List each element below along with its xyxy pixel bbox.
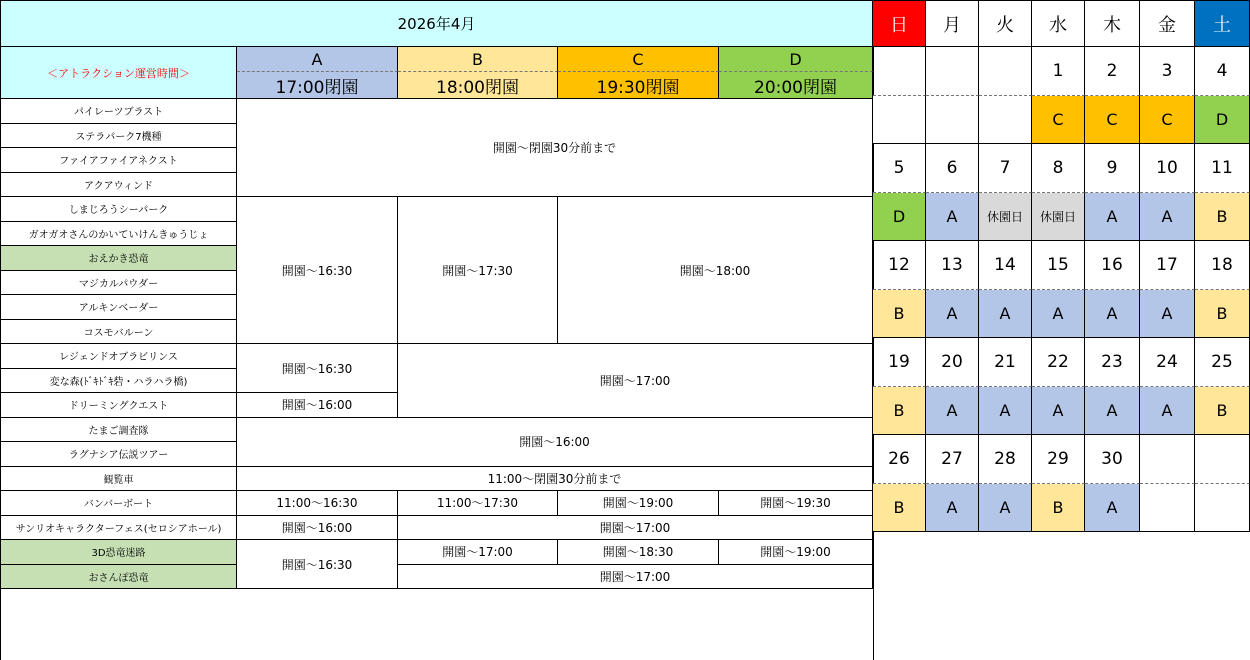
attraction-name: 観覧車: [0, 467, 237, 492]
calendar-day-number: 18: [1195, 241, 1250, 290]
attraction-name: パイレーツブラスト: [0, 99, 237, 124]
calendar-day-number: 1: [1032, 47, 1085, 96]
attraction-name: 3D恐竜迷路: [0, 540, 237, 565]
operating-hours-cell: 開園～16:30: [237, 344, 398, 393]
attraction-name: ガオガオさんのかいていけんきゅうじょ: [0, 222, 237, 247]
attraction-name: ファイアファイアネクスト: [0, 148, 237, 173]
calendar-day-pattern: B: [873, 484, 926, 533]
calendar-day-pattern: A: [1032, 387, 1085, 436]
calendar-day-pattern: A: [1085, 193, 1140, 242]
calendar-day-pattern: [1140, 484, 1195, 533]
pattern-close-time-B: 18:00閉園: [398, 72, 558, 99]
operating-hours-cell: 開園～17:00: [398, 540, 558, 565]
pattern-close-time-D: 20:00閉園: [719, 72, 873, 99]
calendar-day-number: 9: [1085, 144, 1140, 193]
calendar-day-number: 19: [873, 338, 926, 387]
calendar-day-number: 5: [873, 144, 926, 193]
weekday-header: 水: [1032, 0, 1085, 47]
calendar-day-pattern: B: [873, 387, 926, 436]
attraction-name: おえかき恐竜: [0, 246, 237, 271]
attraction-name: レジェンドオブラビリンス: [0, 344, 237, 369]
weekday-header: 木: [1085, 0, 1140, 47]
calendar-day-number: 12: [873, 241, 926, 290]
operating-hours-cell: 開園～19:00: [558, 491, 719, 516]
calendar-day-pattern: [873, 96, 926, 145]
attraction-name: バンバーボート: [0, 491, 237, 516]
calendar-day-pattern: A: [1140, 193, 1195, 242]
calendar-day-number: 25: [1195, 338, 1250, 387]
calendar-day-number: 13: [926, 241, 979, 290]
calendar-day-pattern: A: [979, 387, 1032, 436]
operating-hours-cell: 開園～閉園30分前まで: [237, 99, 873, 197]
weekday-header: 月: [926, 0, 979, 47]
operating-hours-cell: 開園～17:00: [398, 344, 873, 418]
calendar-day-number: [1195, 435, 1250, 484]
weekday-header: 金: [1140, 0, 1195, 47]
weekday-header: 土: [1195, 0, 1250, 47]
operating-hours-cell: 開園～16:00: [237, 516, 398, 541]
attraction-name: ドリーミングクエスト: [0, 393, 237, 418]
calendar-day-pattern: C: [1140, 96, 1195, 145]
attraction-name: コスモバルーン: [0, 320, 237, 345]
pattern-letter-B: B: [398, 47, 558, 72]
calendar-day-number: 15: [1032, 241, 1085, 290]
pattern-letter-C: C: [558, 47, 719, 72]
calendar-day-pattern: [979, 96, 1032, 145]
attraction-name: おさんぽ恐竜: [0, 565, 237, 590]
operating-hours-cell: 開園～17:00: [398, 565, 873, 590]
operating-hours-cell: 開園～18:00: [558, 197, 873, 344]
calendar-day-number: 26: [873, 435, 926, 484]
calendar-day-number: 22: [1032, 338, 1085, 387]
operating-hours-cell: 開園～16:30: [237, 540, 398, 589]
calendar-day-number: 28: [979, 435, 1032, 484]
calendar-day-number: [1140, 435, 1195, 484]
calendar-day-number: 7: [979, 144, 1032, 193]
month-title: 2026年4月: [0, 0, 873, 47]
calendar-day-number: 27: [926, 435, 979, 484]
calendar-day-number: [873, 47, 926, 96]
calendar-day-pattern: B: [1195, 387, 1250, 436]
operating-hours-cell: 開園～17:30: [398, 197, 558, 344]
calendar-day-pattern: A: [1085, 290, 1140, 339]
calendar-day-pattern: B: [1195, 290, 1250, 339]
weekday-header: 火: [979, 0, 1032, 47]
attraction-name: しまじろうシーパーク: [0, 197, 237, 222]
calendar-day-number: 29: [1032, 435, 1085, 484]
calendar-day-pattern: D: [1195, 96, 1250, 145]
calendar-day-number: 17: [1140, 241, 1195, 290]
calendar-day-number: 23: [1085, 338, 1140, 387]
operating-hours-cell: 11:00～17:30: [398, 491, 558, 516]
calendar-day-number: 3: [1140, 47, 1195, 96]
calendar-day-pattern: A: [926, 193, 979, 242]
calendar-day-pattern: [926, 96, 979, 145]
calendar-day-pattern: A: [926, 484, 979, 533]
operating-hours-cell: 開園～17:00: [398, 516, 873, 541]
calendar-day-number: [979, 47, 1032, 96]
operating-hours-cell: 開園～16:30: [237, 197, 398, 344]
calendar-day-pattern: B: [873, 290, 926, 339]
calendar-day-pattern: A: [926, 290, 979, 339]
pattern-letter-D: D: [719, 47, 873, 72]
calendar-day-pattern: A: [1140, 387, 1195, 436]
calendar-day-pattern: A: [1032, 290, 1085, 339]
calendar-day-number: 8: [1032, 144, 1085, 193]
calendar-day-pattern: A: [979, 290, 1032, 339]
calendar-day-pattern: A: [979, 484, 1032, 533]
calendar-day-pattern: C: [1032, 96, 1085, 145]
calendar-day-pattern: 休園日: [1032, 193, 1085, 242]
attraction-name: アルキンベーダー: [0, 295, 237, 320]
attraction-name: ステラパーク7機種: [0, 124, 237, 149]
attraction-name: アクアウィンド: [0, 173, 237, 198]
attraction-name: マジカルパウダー: [0, 271, 237, 296]
operating-hours-cell: 開園～19:30: [719, 491, 873, 516]
calendar-day-number: 10: [1140, 144, 1195, 193]
pattern-close-time-C: 19:30閉園: [558, 72, 719, 99]
operating-hours-cell: 開園～18:30: [558, 540, 719, 565]
legend-label: ＜アトラクション運営時間＞: [0, 47, 237, 99]
calendar-day-pattern: B: [1032, 484, 1085, 533]
calendar-day-number: [926, 47, 979, 96]
calendar-day-pattern: B: [1195, 193, 1250, 242]
calendar-day-number: 30: [1085, 435, 1140, 484]
pattern-close-time-A: 17:00閉園: [237, 72, 398, 99]
calendar-day-number: 2: [1085, 47, 1140, 96]
calendar-day-number: 14: [979, 241, 1032, 290]
calendar-day-number: 24: [1140, 338, 1195, 387]
attraction-name: ラグナシア伝説ツアー: [0, 442, 237, 467]
calendar-day-pattern: 休園日: [979, 193, 1032, 242]
calendar-day-pattern: D: [873, 193, 926, 242]
attraction-name: 変な森(ﾄﾞｷﾄﾞｷ砦・ハラハラ橋): [0, 369, 237, 394]
calendar-day-pattern: [1195, 484, 1250, 533]
calendar-day-pattern: A: [1140, 290, 1195, 339]
calendar-day-pattern: A: [1085, 387, 1140, 436]
pattern-letter-A: A: [237, 47, 398, 72]
operating-hours-cell: 開園～16:00: [237, 418, 873, 467]
calendar-day-pattern: A: [926, 387, 979, 436]
operating-hours-cell: 開園～16:00: [237, 393, 398, 418]
operating-hours-cell: 11:00～閉園30分前まで: [237, 467, 873, 492]
weekday-header: 日: [873, 0, 926, 47]
calendar-day-pattern: C: [1085, 96, 1140, 145]
calendar-day-pattern: A: [1085, 484, 1140, 533]
calendar-day-number: 16: [1085, 241, 1140, 290]
operating-hours-cell: 11:00～16:30: [237, 491, 398, 516]
calendar-day-number: 6: [926, 144, 979, 193]
calendar-day-number: 20: [926, 338, 979, 387]
calendar-day-number: 21: [979, 338, 1032, 387]
attraction-name: サンリオキャラクターフェス(セロシアホール): [0, 516, 237, 541]
calendar-day-number: 11: [1195, 144, 1250, 193]
attraction-name: たまご調査隊: [0, 418, 237, 443]
operating-hours-cell: 開園～19:00: [719, 540, 873, 565]
calendar-day-number: 4: [1195, 47, 1250, 96]
